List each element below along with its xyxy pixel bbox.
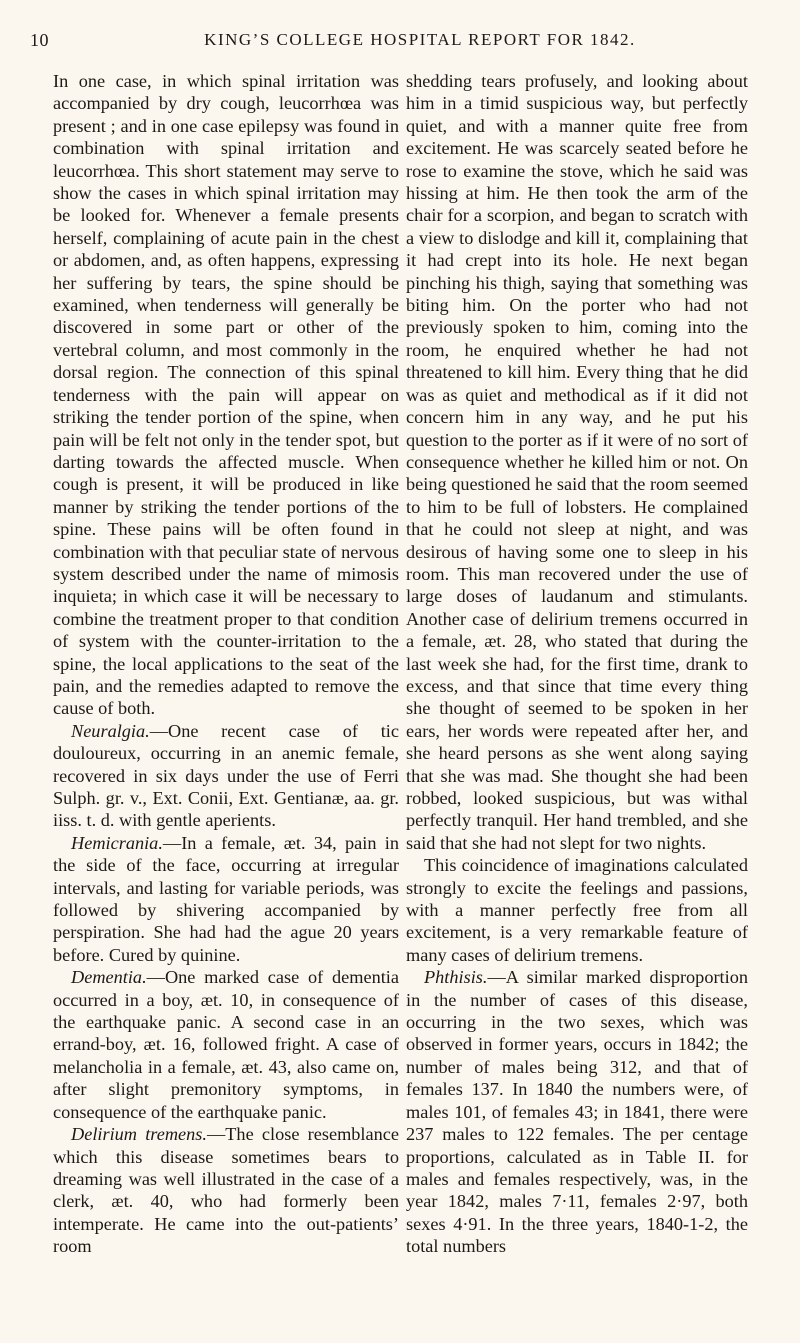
paragraph-phthisis (406, 966, 748, 1257)
text-delirium-tremens: —The close resemblance which this disease sometimes bears to dreaming was well illustrated in the case of a clerk, æt. 40, who had formerly been intemperate. He came into the out-patients’ room (53, 1124, 399, 1257)
left-column (53, 70, 399, 1258)
text-neuralgia: —One recent case of tic douloureux, occurring in an anemic female, recovered in six days under the use of Ferri Sulph. gr. v., Ext. Conii, Ext. Gentianæ, aa. gr. iiss. t. d. with gentle aperients. (53, 720, 399, 831)
right-column (406, 70, 748, 1258)
rubric-phthisis: Phthisis. (424, 967, 488, 988)
page-number: 10 (30, 30, 49, 50)
text-phthisis: —A similar marked disproportion in the number of cases of this disease, occurring in the two sexes, which was observed in former years, occurs in 1842; the number of males being 312, and that of females 137. In 1840 the numbers were, of males 101, of females 43; in 1841, there were 237 males to 122 females. The per centage proportions, calculated as in Table II. for males and females respectively, was, in the year 1842, males 7·11, females 2·97, both sexes 4·91. In the three years, 1840-1-2, the total numbers (406, 967, 748, 1257)
paragraph-spinal-irritation: In one case, in which spinal irritation was accompanied by dry cough, leucorrhœa was present ; and in one case epilepsy was found in combination with spinal irritation and leucorrhœa. This short statement may serve to show the cases in which spinal irritation may be looked for. Whenever a female presents herself, complaining of acute pain in the chest or abdomen, and, as often happens, expressing her suffering by tears, the spine should be examined, when tenderness will generally be discovered in some part or other of the vertebral column, and most commonly in the dorsal region. The connection of this spinal tenderness with the pain will appear on striking the tender portion of the spine, when pain will be felt not only in the tender spot, but darting towards the affected muscle. When cough is present, it will be produced in like manner by striking the tender portions of the spine. These pains will be often found in combination with that peculiar state of nervous system described under the name of mimosis inquieta; in which case it will be necessary to combine the treatment proper to that condition of system with the counter-irritation to the spine, the local applications to the seat of the pain, and the remedies adapted to remove the cause of both. (53, 71, 399, 719)
rubric-dementia: Dementia. (71, 967, 147, 988)
paragraph-dementia (53, 966, 399, 1123)
text-dementia: —One marked case of dementia occurred in a boy, æt. 10, in consequence of the earthquake panic. A second case in an errand-boy, æt. 16, followed fright. A case of melancholia in a female, æt. 43, also came on, after slight premonitory symptoms, in consequence of the earthquake panic. (53, 967, 399, 1122)
text-hemicrania: —In a female, æt. 34, pain in the side of the face, occurring at irregular intervals, and lasting for variable periods, was followed by shivering accompanied by perspiration. She had had the ague 20 years before. Cured by quinine. (53, 832, 399, 965)
paragraph-delirium-continued: shedding tears profusely, and looking about him in a timid suspicious way, but perfectly quiet, and with a manner quite free from excitement. He was scarcely seated before he rose to examine the stove, which he said was hissing at him. He then took the arm of the chair for a scorpion, and began to scratch with a view to dislodge and kill it, complaining that it had crept into its hole. He next began pinching his thigh, saying that something was biting him. On the porter who had not previously spoken to him, coming into the room, he enquired whether he had not threatened to kill him. Every thing that he did was as quiet and methodical as if it did not concern him in any way, and he put his question to the porter as if it were of no sort of consequence whether he killed him or not. On being questioned he said that the room seemed to him to be full of lobsters. He complained that he could not sleep at night, and was desirous of having some one to sleep in his room. This man recovered under the use of large doses of laudanum and stimulants. Another case of delirium tremens occurred in a female, æt. 28, who stated that during the last week she had, for the first time, drank to excess, and that since that time every thing she thought of seemed to be spoken in her ears, her words were repeated after her, and she heard persons as she went along saying that she was mad. She thought she had been robbed, looked suspicious, but was withal perfectly tranquil. Her hand trembled, and she said that she had not slept for two nights. (406, 71, 748, 853)
paragraph-hemicrania (53, 832, 399, 966)
page-header (30, 24, 770, 58)
running-head: KING’S COLLEGE HOSPITAL REPORT FOR 1842. (204, 30, 636, 49)
paragraph-neuralgia (53, 720, 399, 832)
rubric-delirium-tremens: Delirium tremens. (71, 1124, 207, 1145)
rubric-hemicrania: Hemicrania. (71, 832, 163, 853)
rubric-neuralgia: Neuralgia. (71, 720, 150, 741)
paragraph-coincidence: This coincidence of imaginations calculated strongly to excite the feelings and passions, with a manner perfectly free from all excitement, is a very remarkable feature of many cases of delirium tremens. (406, 855, 748, 965)
paragraph-delirium-tremens (53, 1123, 399, 1257)
